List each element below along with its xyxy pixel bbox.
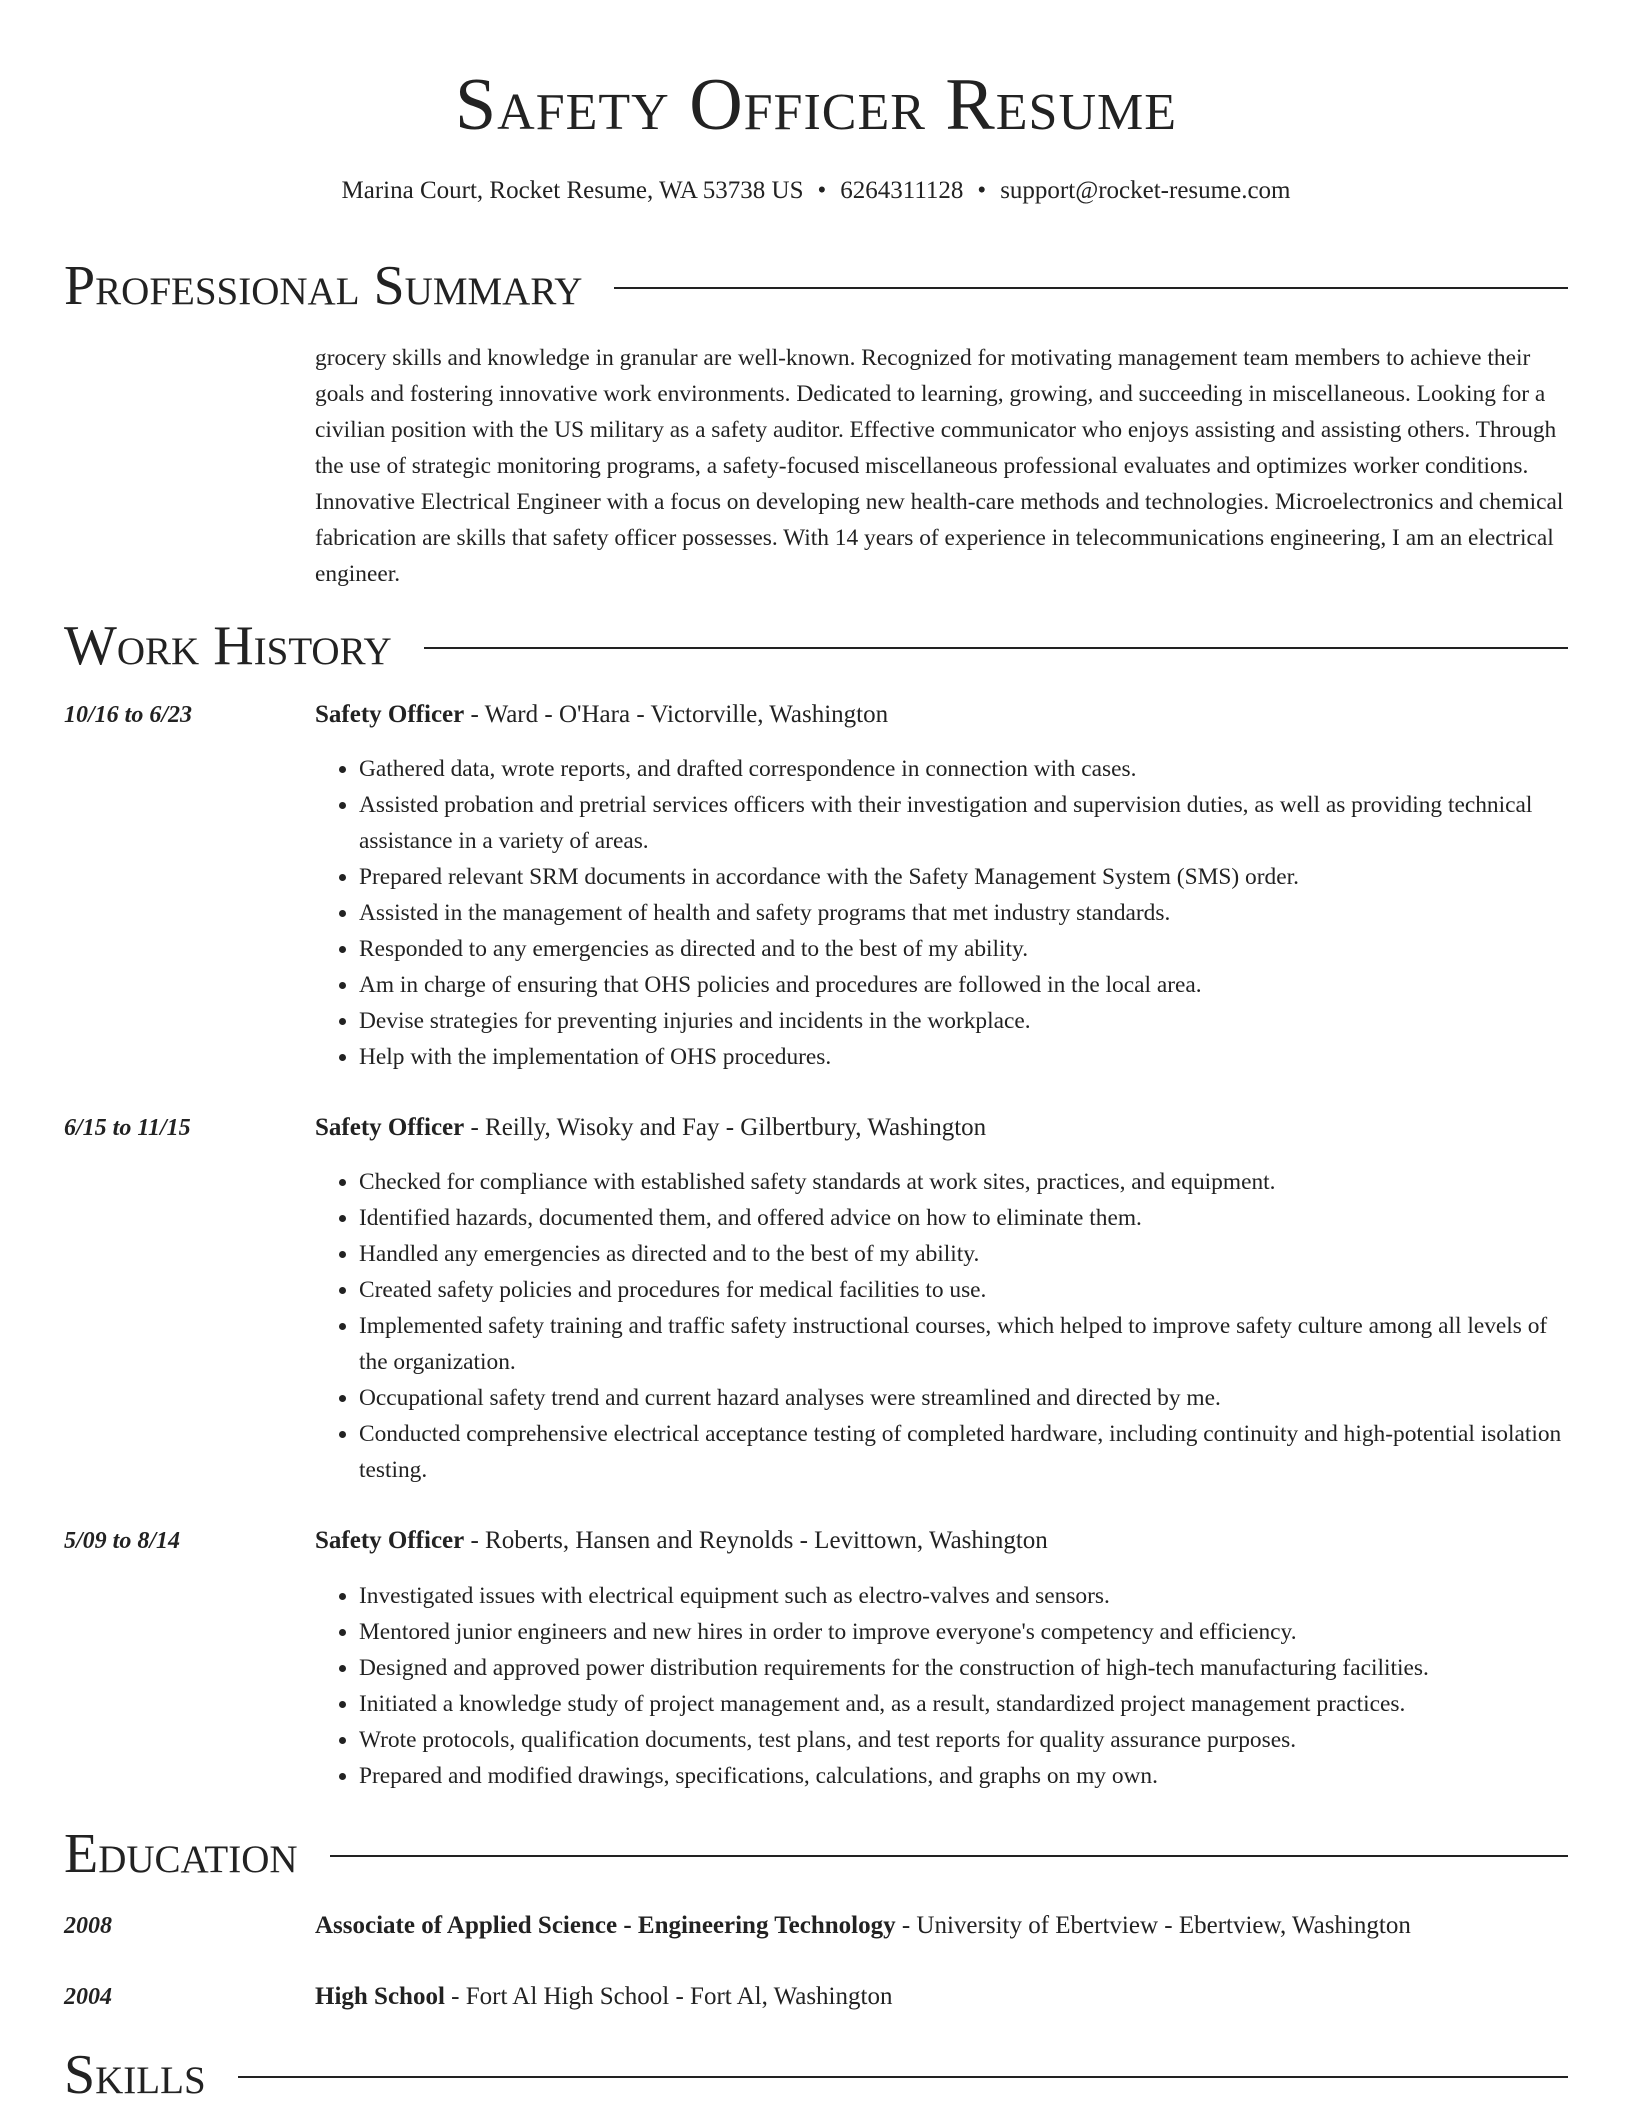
education-year: 2008: [64, 1913, 112, 1939]
section-divider: [330, 1855, 1568, 1857]
list-item: • Am in charge of ensuring that OHS policies and procedures are followed in the local area.: [359, 967, 1568, 1003]
education-heading: Education: [64, 1823, 298, 1885]
list-item: • Mentored junior engineers and new hires in order to improve everyone's competency and efficiency.: [359, 1614, 1568, 1650]
list-item: • Wrote protocols, qualification documents, test plans, and test reports for quality assurance purposes.: [359, 1722, 1568, 1758]
contact-separator: •: [977, 177, 987, 204]
section-divider: [424, 647, 1568, 649]
job-title: Safety Officer: [315, 1114, 465, 1141]
education-entry: [315, 1908, 1568, 1944]
summary-heading: Professional Summary: [64, 255, 583, 317]
contact-address: Marina Court, Rocket Resume, WA 53738 US: [341, 177, 804, 204]
list-item: • Prepared and modified drawings, specifications, calculations, and graphs on my own.: [359, 1758, 1568, 1794]
job-bullets: [315, 1164, 1568, 1488]
list-item: • Occupational safety trend and current hazard analyses were streamlined and directed by me.: [359, 1380, 1568, 1416]
job-title: Safety Officer: [315, 1527, 465, 1554]
list-item: • Handled any emergencies as directed and to the best of my ability.: [359, 1236, 1568, 1272]
job-details: - Ward - O'Hara - Victorville, Washington: [464, 701, 889, 728]
list-item: • Help with the implementation of OHS procedures.: [359, 1039, 1568, 1075]
education-details: - University of Ebertview - Ebertview, Washington: [895, 1912, 1411, 1939]
list-item: • Assisted probation and pretrial services officers with their investigation and supervision duties, as well as providing technical assistance in a variety of areas.: [359, 787, 1568, 859]
work-heading: Work History: [64, 615, 392, 677]
section-divider: [238, 2076, 1568, 2078]
job-dates: 6/15 to 11/15: [64, 1115, 191, 1141]
job-details: - Reilly, Wisoky and Fay - Gilbertbury, Washington: [464, 1114, 987, 1141]
education-entry: [315, 1979, 1568, 2015]
list-item: • Initiated a knowledge study of project management and, as a result, standardized project management practices.: [359, 1686, 1568, 1722]
list-item: • Implemented safety training and traffic safety instructional courses, which helped to improve safety culture among all levels of the organization.: [359, 1308, 1568, 1380]
page-title: Safety Officer Resume: [454, 64, 1178, 146]
education-degree: High School: [315, 1983, 445, 2010]
list-item: • Responded to any emergencies as directed and to the best of my ability.: [359, 931, 1568, 967]
job-header: [315, 1523, 1568, 1559]
contact-separator: •: [817, 177, 827, 204]
list-item: • Investigated issues with electrical equipment such as electro-valves and sensors.: [359, 1578, 1568, 1614]
job-bullets: [315, 751, 1568, 1075]
job-header: [315, 697, 1568, 733]
contact-phone: 6264311128: [840, 177, 964, 204]
contact-line: [0, 175, 1632, 207]
section-divider: [614, 287, 1568, 289]
education-section-header: [64, 1822, 1568, 1886]
skills-heading: Skills: [64, 2044, 206, 2106]
job-details: - Roberts, Hansen and Reynolds - Levittown, Washington: [464, 1527, 1048, 1554]
list-item: • Devise strategies for preventing injuries and incidents in the workplace.: [359, 1003, 1568, 1039]
job-bullets: [315, 1578, 1568, 1794]
job-header: [315, 1110, 1568, 1146]
education-details: - Fort Al High School - Fort Al, Washington: [444, 1983, 893, 2010]
summary-text: grocery skills and knowledge in granular are well-known. Recognized for motivating management team members to achieve their goals and fostering innovative work environments. Dedicated to learning, growing, and succeeding in miscellaneous. Looking for a civilian position with the US military as a safety auditor. Effective communicator who enjoys assisting and assisting others. Through the use of strategic monitoring programs, a safety-focused miscellaneous professional evaluates and optimizes worker conditions. Innovative Electrical Engineer with a focus on developing new health-care methods and technologies. Microelectronics and chemical fabrication are skills that safety officer possesses. With 14 years of experience in telecommunications engineering, I am an electrical engineer.: [315, 345, 1564, 587]
list-item: • Assisted in the management of health and safety programs that met industry standards.: [359, 895, 1568, 931]
summary-section-header: [64, 254, 1568, 318]
list-item: • Designed and approved power distribution requirements for the construction of high-tech manufacturing facilities.: [359, 1650, 1568, 1686]
work-section-header: [64, 614, 1568, 678]
job-dates: 5/09 to 8/14: [64, 1528, 181, 1554]
list-item: • Created safety policies and procedures for medical facilities to use.: [359, 1272, 1568, 1308]
list-item: • Identified hazards, documented them, and offered advice on how to eliminate them.: [359, 1200, 1568, 1236]
education-degree: Associate of Applied Science - Engineering Technology: [315, 1912, 896, 1939]
skills-section-header: [64, 2043, 1568, 2107]
list-item: • Conducted comprehensive electrical acceptance testing of completed hardware, including continuity and high-potential isolation testing.: [359, 1416, 1568, 1488]
list-item: • Checked for compliance with established safety standards at work sites, practices, and equipment.: [359, 1164, 1568, 1200]
education-year: 2004: [64, 1984, 112, 2010]
job-title: Safety Officer: [315, 701, 465, 728]
job-dates: 10/16 to 6/23: [64, 702, 193, 728]
contact-email: support@rocket-resume.com: [1000, 177, 1291, 204]
list-item: • Gathered data, wrote reports, and drafted correspondence in connection with cases.: [359, 751, 1568, 787]
list-item: • Prepared relevant SRM documents in accordance with the Safety Management System (SMS) order.: [359, 859, 1568, 895]
